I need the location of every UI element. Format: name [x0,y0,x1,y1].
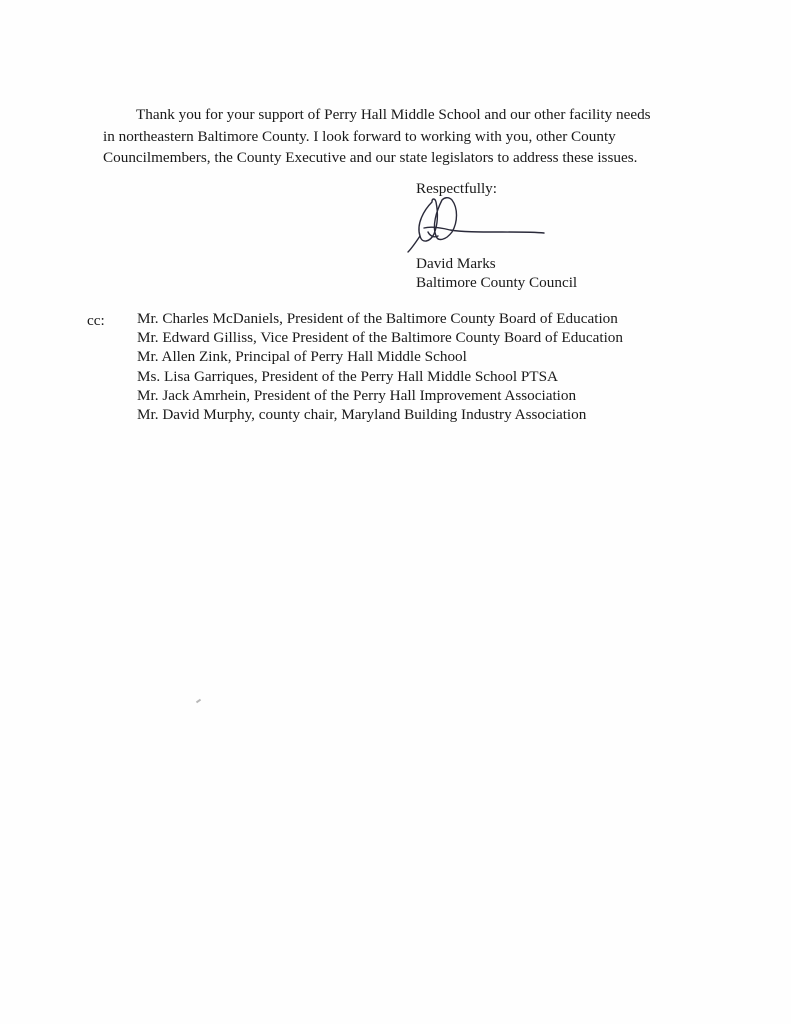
cc-label: cc: [87,312,105,329]
complimentary-close: Respectfully: [416,180,497,197]
paragraph-line: Thank you for your support of Perry Hall Middle School and our other facility needs [136,106,651,123]
cc-recipient: Mr. Edward Gilliss, Vice President of the Baltimore County Board of Education [137,329,623,347]
cc-list [137,309,623,424]
closing-paragraph [103,104,703,169]
cc-recipient: Ms. Lisa Garriques, President of the Perry Hall Middle School PTSA [137,367,558,385]
signer-organization: Baltimore County Council [416,274,578,291]
signature-icon [402,192,552,258]
cc-recipient: Mr. Jack Amrhein, President of the Perry Hall Improvement Association [137,386,577,404]
cc-recipient: Mr. David Murphy, county chair, Maryland Building Industry Association [137,406,587,424]
scan-speck [196,699,201,704]
cc-recipient: Mr. Allen Zink, Principal of Perry Hall Middle School [137,348,467,366]
signer-name: David Marks [416,255,496,272]
cc-recipient: Mr. Charles McDaniels, President of the Baltimore County Board of Education [137,310,618,327]
paragraph-line: in northeastern Baltimore County. I look forward to working with you, other County [103,127,616,145]
paragraph-line: Councilmembers, the County Executive and our state legislators to address these issues. [103,149,638,166]
